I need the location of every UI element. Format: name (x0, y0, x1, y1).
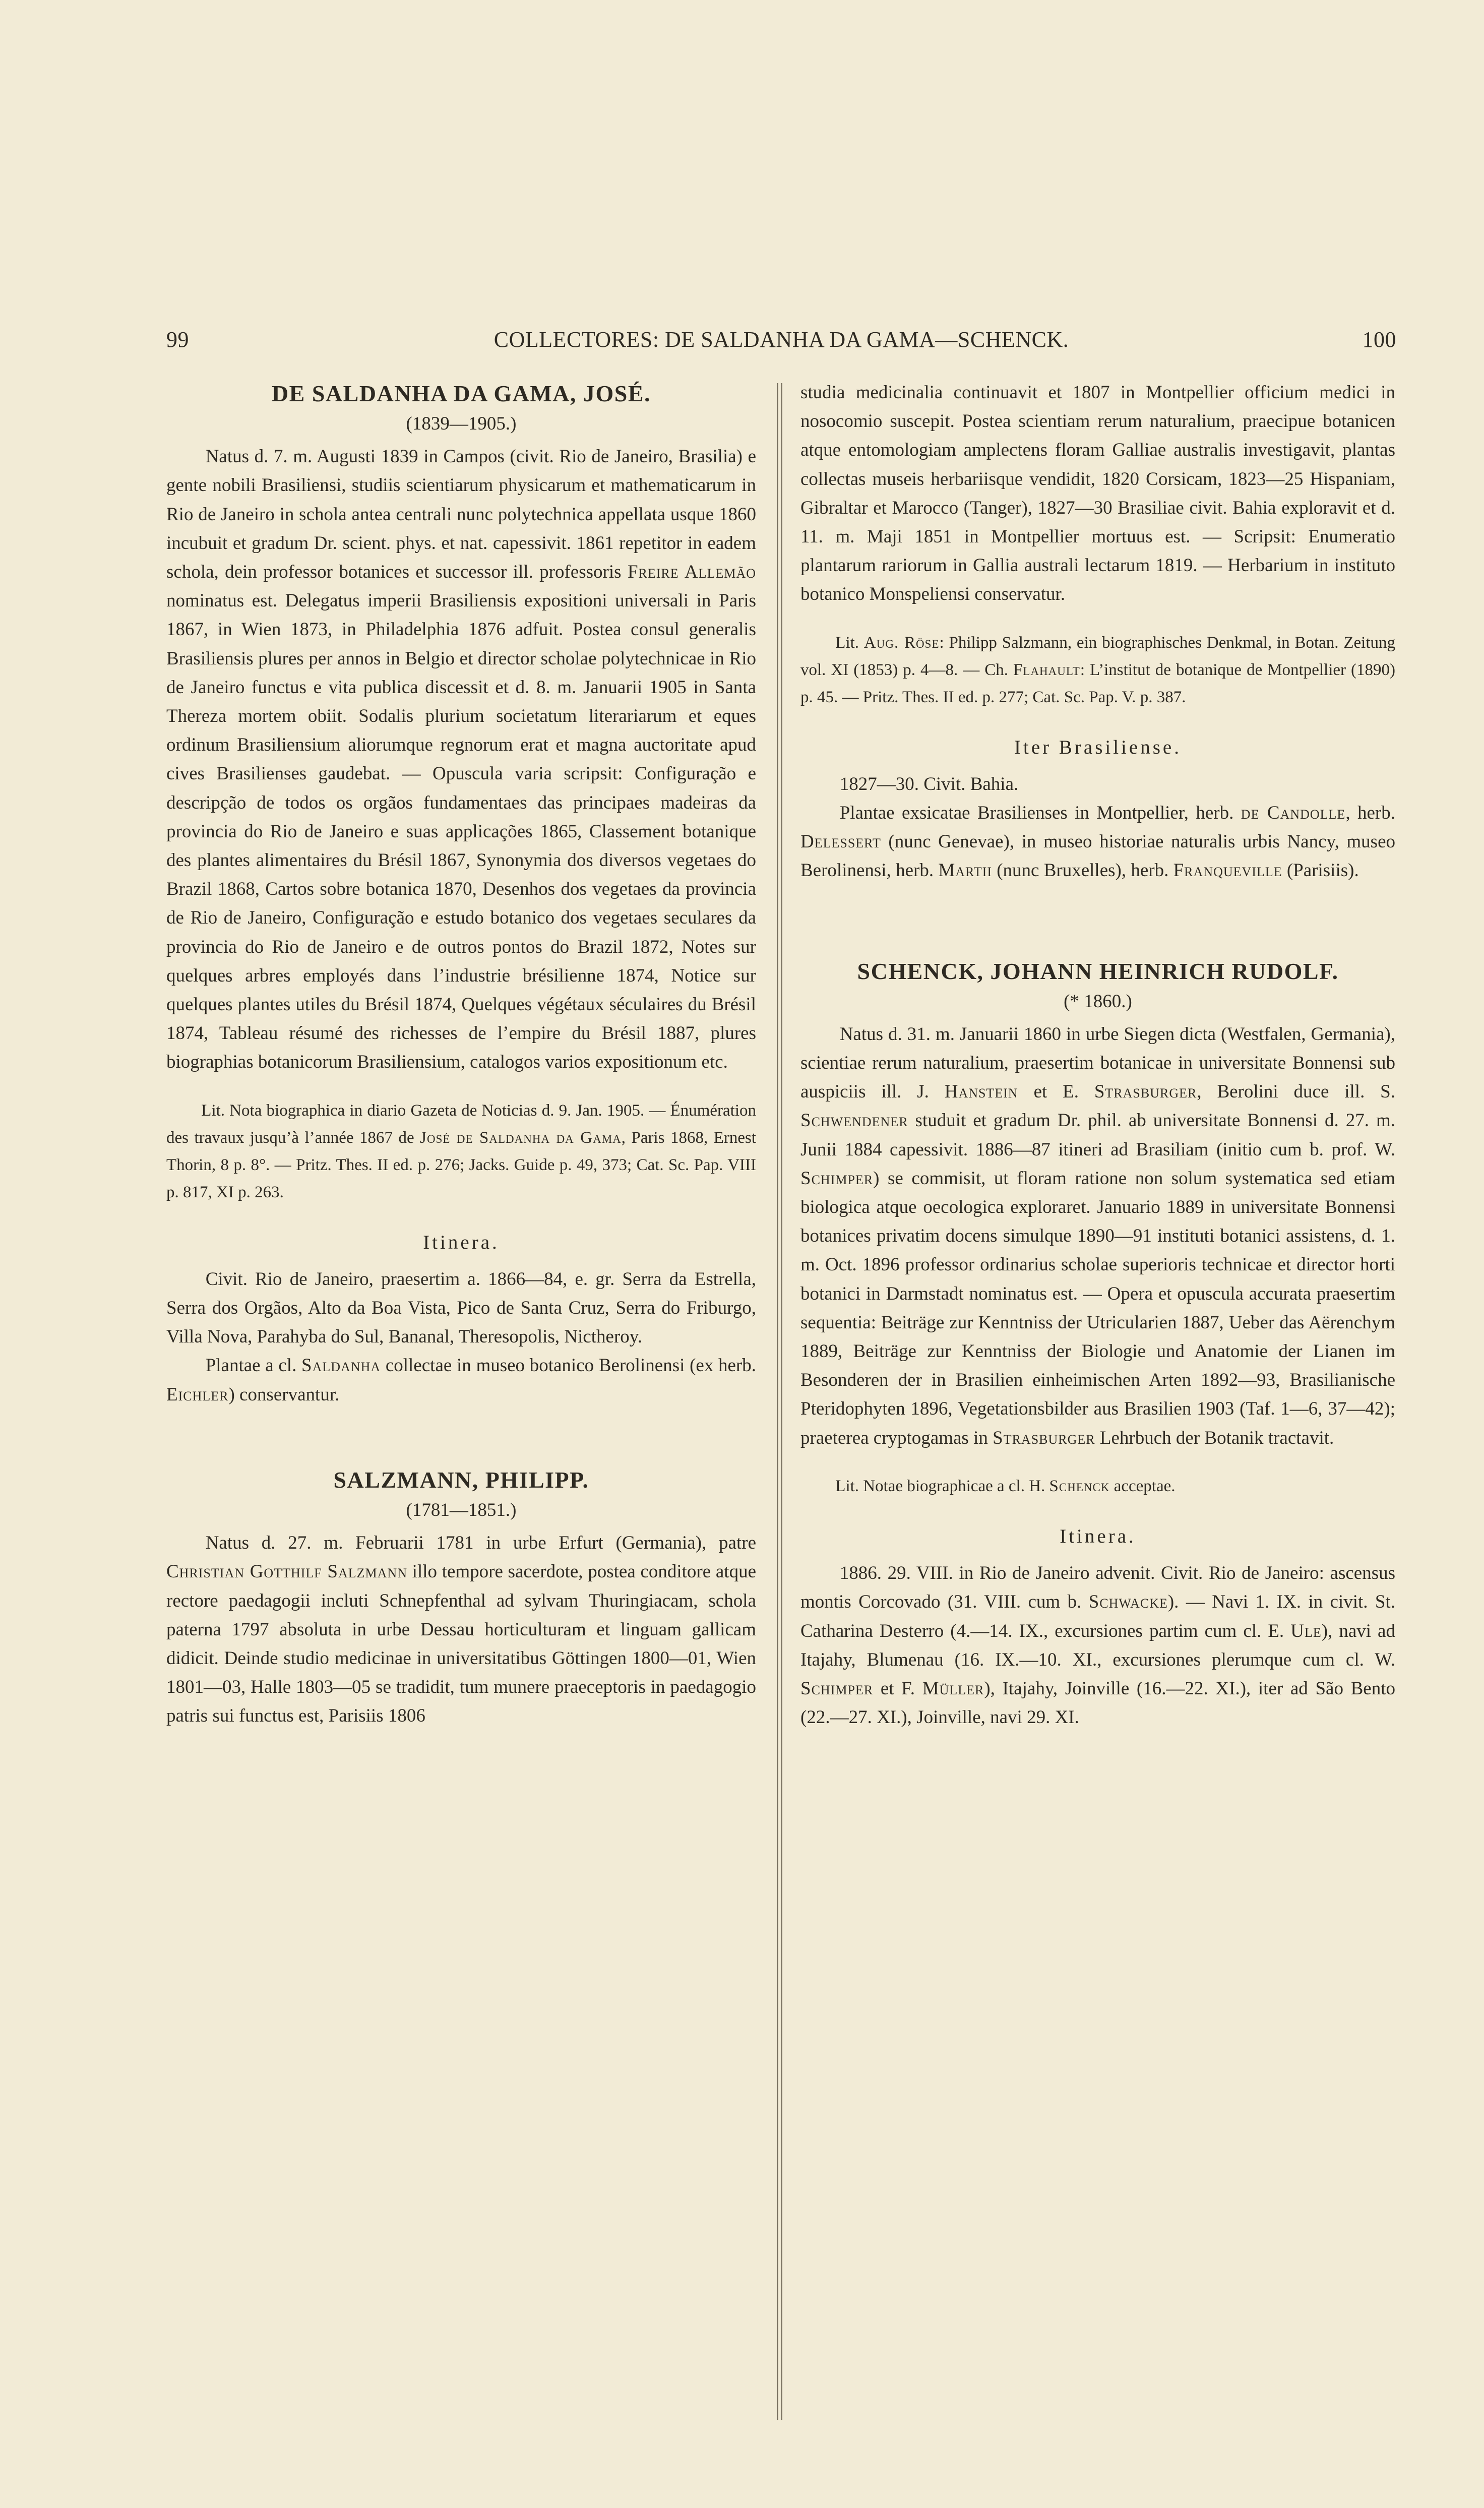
left-column (166, 378, 756, 2470)
entry-dates: (1839—1905.) (406, 413, 517, 434)
entry-dates: (1781—1851.) (406, 1499, 517, 1520)
itinera-heading: Itinera. (423, 1231, 500, 1253)
running-title: COLLECTORES: DE SALDANHA DA GAMA—SCHENCK. (493, 327, 1069, 352)
running-header (166, 327, 1396, 362)
biography-paragraph: Natus d. 31. m. Januarii 1860 in urbe Siegen dicta (Westfalen, Germania), scientiae rerum naturalium, praesertim botanicae in universitate Bonnensi sub auspiciis ill. J. Hanstein et E. Strasburger, Berolini duce ill. S. Schwendener studuit et gradum Dr. phil. ab universitate Bonnensi d. 27. m. Junii 1884 capessivit. 1886—87 itineri ad Brasiliam (initio cum b. prof. W. Schimper) se commisit, ut floram ratione non solum systematica sed etiam biologica atque oecologica exploraret. Januario 1889 in universitate Bonnensi botanices privatim docens simulque 1890—91 instituti botanici assistens, d. 1. m. Oct. 1896 professor ordinarius scholae superioris technicae et director horti botanici in Darmstadt nominatus est. — Opera et opuscula accurata praesertim sequentia: Beiträge zur Kenntniss der Utricularien 1887, Ueber das Aërenchym 1889, Beiträge zur Kenntniss der Biologie und Anatomie der Lianen im Besonderen der in Brasilien einheimischen Arten 1892—93, Brasilianische Pteridophyten 1896, Vegetationsbilder aus Brasilien 1903 (Taf. 1—6, 37—42); praeterea cryptogamas in Strasburger Lehrbuch der Botanik tractavit. (800, 1023, 1395, 1448)
column-divider (777, 383, 782, 2420)
entry-title: DE SALDANHA DA GAMA, JOSÉ. (271, 381, 651, 406)
page-number-left: 99 (166, 327, 189, 352)
literature-paragraph: Lit. Notae biographicae a cl. H. Schenck acceptae. (835, 1477, 1176, 1495)
page-number-right: 100 (1362, 327, 1396, 352)
entry-schenck (800, 956, 1395, 1732)
itinera-paragraph: 1886. 29. VIII. in Rio de Janeiro advenit. Civit. Rio de Janeiro: ascensus montis Corcovado (31. VIII. cum b. Schwacke). — Navi 1. IX. in civit. St. Catharina Desterro (4.—14. IX., excursiones partim cum cl. E. Ule), navi ad Itajahy, Blumenau (16. IX.—10. XI., excursiones plerumque cum cl. W. Schimper et F. Müller), Itajahy, Joinville (16.—22. XI.), iter ad São Bento (22.—27. XI.), Joinville, navi 29. XI. (800, 1563, 1395, 1728)
literature-paragraph: Lit. Nota biographica in diario Gazeta de Noticias d. 9. Jan. 1905. — Énumération des travaux jusqu’à l’année 1867 de José de Saldanha da Gama, Paris 1868, Ernest Thorin, 8 p. 8°. — Pritz. Thes. II ed. p. 276; Jacks. Guide p. 49, 373; Cat. Sc. Pap. VIII p. 817, XI p. 263. (166, 1101, 756, 1201)
entry-dates: (* 1860.) (1064, 991, 1132, 1012)
biography-continuation: studia medicinalia continuavit et 1807 in Montpellier officium medici in nosocomio suscepit. Postea scientiam rerum naturalium, praecipue botanicen atque entomologiam amplectens floram Galliae australis investigavit, plantas collectas museis herbariisque vendidit, 1820 Corsicam, 1823—25 Hispaniam, Gibraltar et Marocco (Tanger), 1827—30 Brasiliae civit. Bahia exploravit et d. 11. m. Maji 1851 in Montpellier mortuus est. — Scripsit: Enumeratio plantarum rariorum in Gallia australi lectarum 1819. — Herbarium in instituto botanico Monspeliensi conservatur. (800, 382, 1395, 605)
itinera-heading: Iter Brasiliense. (1014, 736, 1182, 758)
entry-gama (166, 378, 756, 1409)
right-column (800, 378, 1395, 2470)
entry-salzmann-continued (800, 378, 1395, 885)
entry-title: SALZMANN, PHILIPP. (333, 1466, 589, 1493)
itinera-heading: Itinera. (1060, 1525, 1136, 1547)
literature-paragraph: Lit. Aug. Röse: Philipp Salzmann, ein biographisches Denkmal, in Botan. Zeitung vol. XI (1853) p. 4—8. — Ch. Flahault: L’institut de botanique de Montpellier (1890) p. 45. — Pritz. Thes. II ed. p. 277; Cat. Sc. Pap. V. p. 387. (800, 633, 1395, 706)
entry-salzmann (166, 1464, 756, 1731)
collections-paragraph: Plantae exsicatae Brasilienses in Montpellier, herb. de Candolle, herb. Delessert (nunc Genevae), in museo historiae naturalis urbis Nancy, museo Berolinensi, herb. Martii (nunc Bruxelles), herb. Franqueville (Parisiis). (800, 803, 1395, 881)
itinera-paragraph: Civit. Rio de Janeiro, praesertim a. 1866—84, e. gr. Serra da Estrella, Serra dos Orgãos, Alto da Boa Vista, Pico de Santa Cruz, Serra do Friburgo, Villa Nova, Parahyba do Sul, Bananal, Theresopolis, Nictheroy. (166, 1268, 756, 1348)
biography-paragraph: Natus d. 7. m. Augusti 1839 in Campos (civit. Rio de Janeiro, Brasilia) e gente nobili Brasiliensi, studiis scientiarum physicarum et mathematicarum in Rio de Janeiro in schola antea centrali nunc polytechnica appellata usque 1860 incubuit et gradum Dr. scient. phys. et nat. capessivit. 1861 repetitor in eadem schola, dein professor botanices et successor ill. professoris Freire Allemão nominatus est. Delegatus imperii Brasiliensis expositioni universali in Paris 1867, in Wien 1873, in Philadelphia 1876 adfuit. Postea consul generalis Brasiliensis plures per annos in Belgio et director scholae polytechnicae in Rio de Janeiro functus e vita publica discessit et d. 8. m. Januarii 1905 in Santa Thereza mortem obiit. Sodalis plurium societatum literariarum et eques ordinum Brasiliensium aliorumque regnorum erat et magna auctoritate apud cives Brasilienses gaudebat. — Opuscula varia scripsit: Configuração e descripção de todos os orgãos fundamentaes das principaes madeiras da provincia do Rio de Janeiro e suas applicações 1865, Classement botanique des plantes alimentaires du Brésil 1867, Synonymia dos diversos vegetaes do Brazil 1868, Cartos sobre botanica 1870, Desenhos dos vegetaes da provincia de Rio de Janeiro, Configuração e estudo botanico dos vegetaes seculares da provincia do Rio de Janeiro e de outros pontos do Brazil 1872, Notes sur quelques arbres employés dans l’industrie brésilienne 1874, Notice sur quelques plantes utiles du Brésil 1874, Quelques végétaux séculaires du Brésil 1874, Tableau résumé des richesses de l’empire du Brésil 1887, plures biographias botanicorum Brasiliensium, catalogos varios expositionum etc. (166, 446, 756, 1073)
itinera-paragraph: 1827—30. Civit. Bahia. (839, 773, 1019, 794)
entry-title: SCHENCK, JOHANN HEINRICH RUDOLF. (857, 958, 1339, 984)
biography-paragraph: Natus d. 27. m. Februarii 1781 in urbe Erfurt (Germania), patre Christian Gotthilf Salzmann illo tempore sacerdote, postea conditore atque rectore paedagogii incluti Schnepfenthal ad sylvam Thuringiacam, schola paterna 1797 absoluta in urbe Dessau horticulturam et linguam gallicam didicit. Deinde studio medicinae in universitatibus Göttingen 1800—01, Wien 1801—03, Halle 1803—05 se tradidit, tum munere praeceptoris in paedagogio patris sui functus est, Parisiis 1806 (166, 1533, 756, 1727)
collections-paragraph: Plantae a cl. Saldanha collectae in museo botanico Berolinensi (ex herb. Eichler) conservantur. (166, 1355, 756, 1405)
